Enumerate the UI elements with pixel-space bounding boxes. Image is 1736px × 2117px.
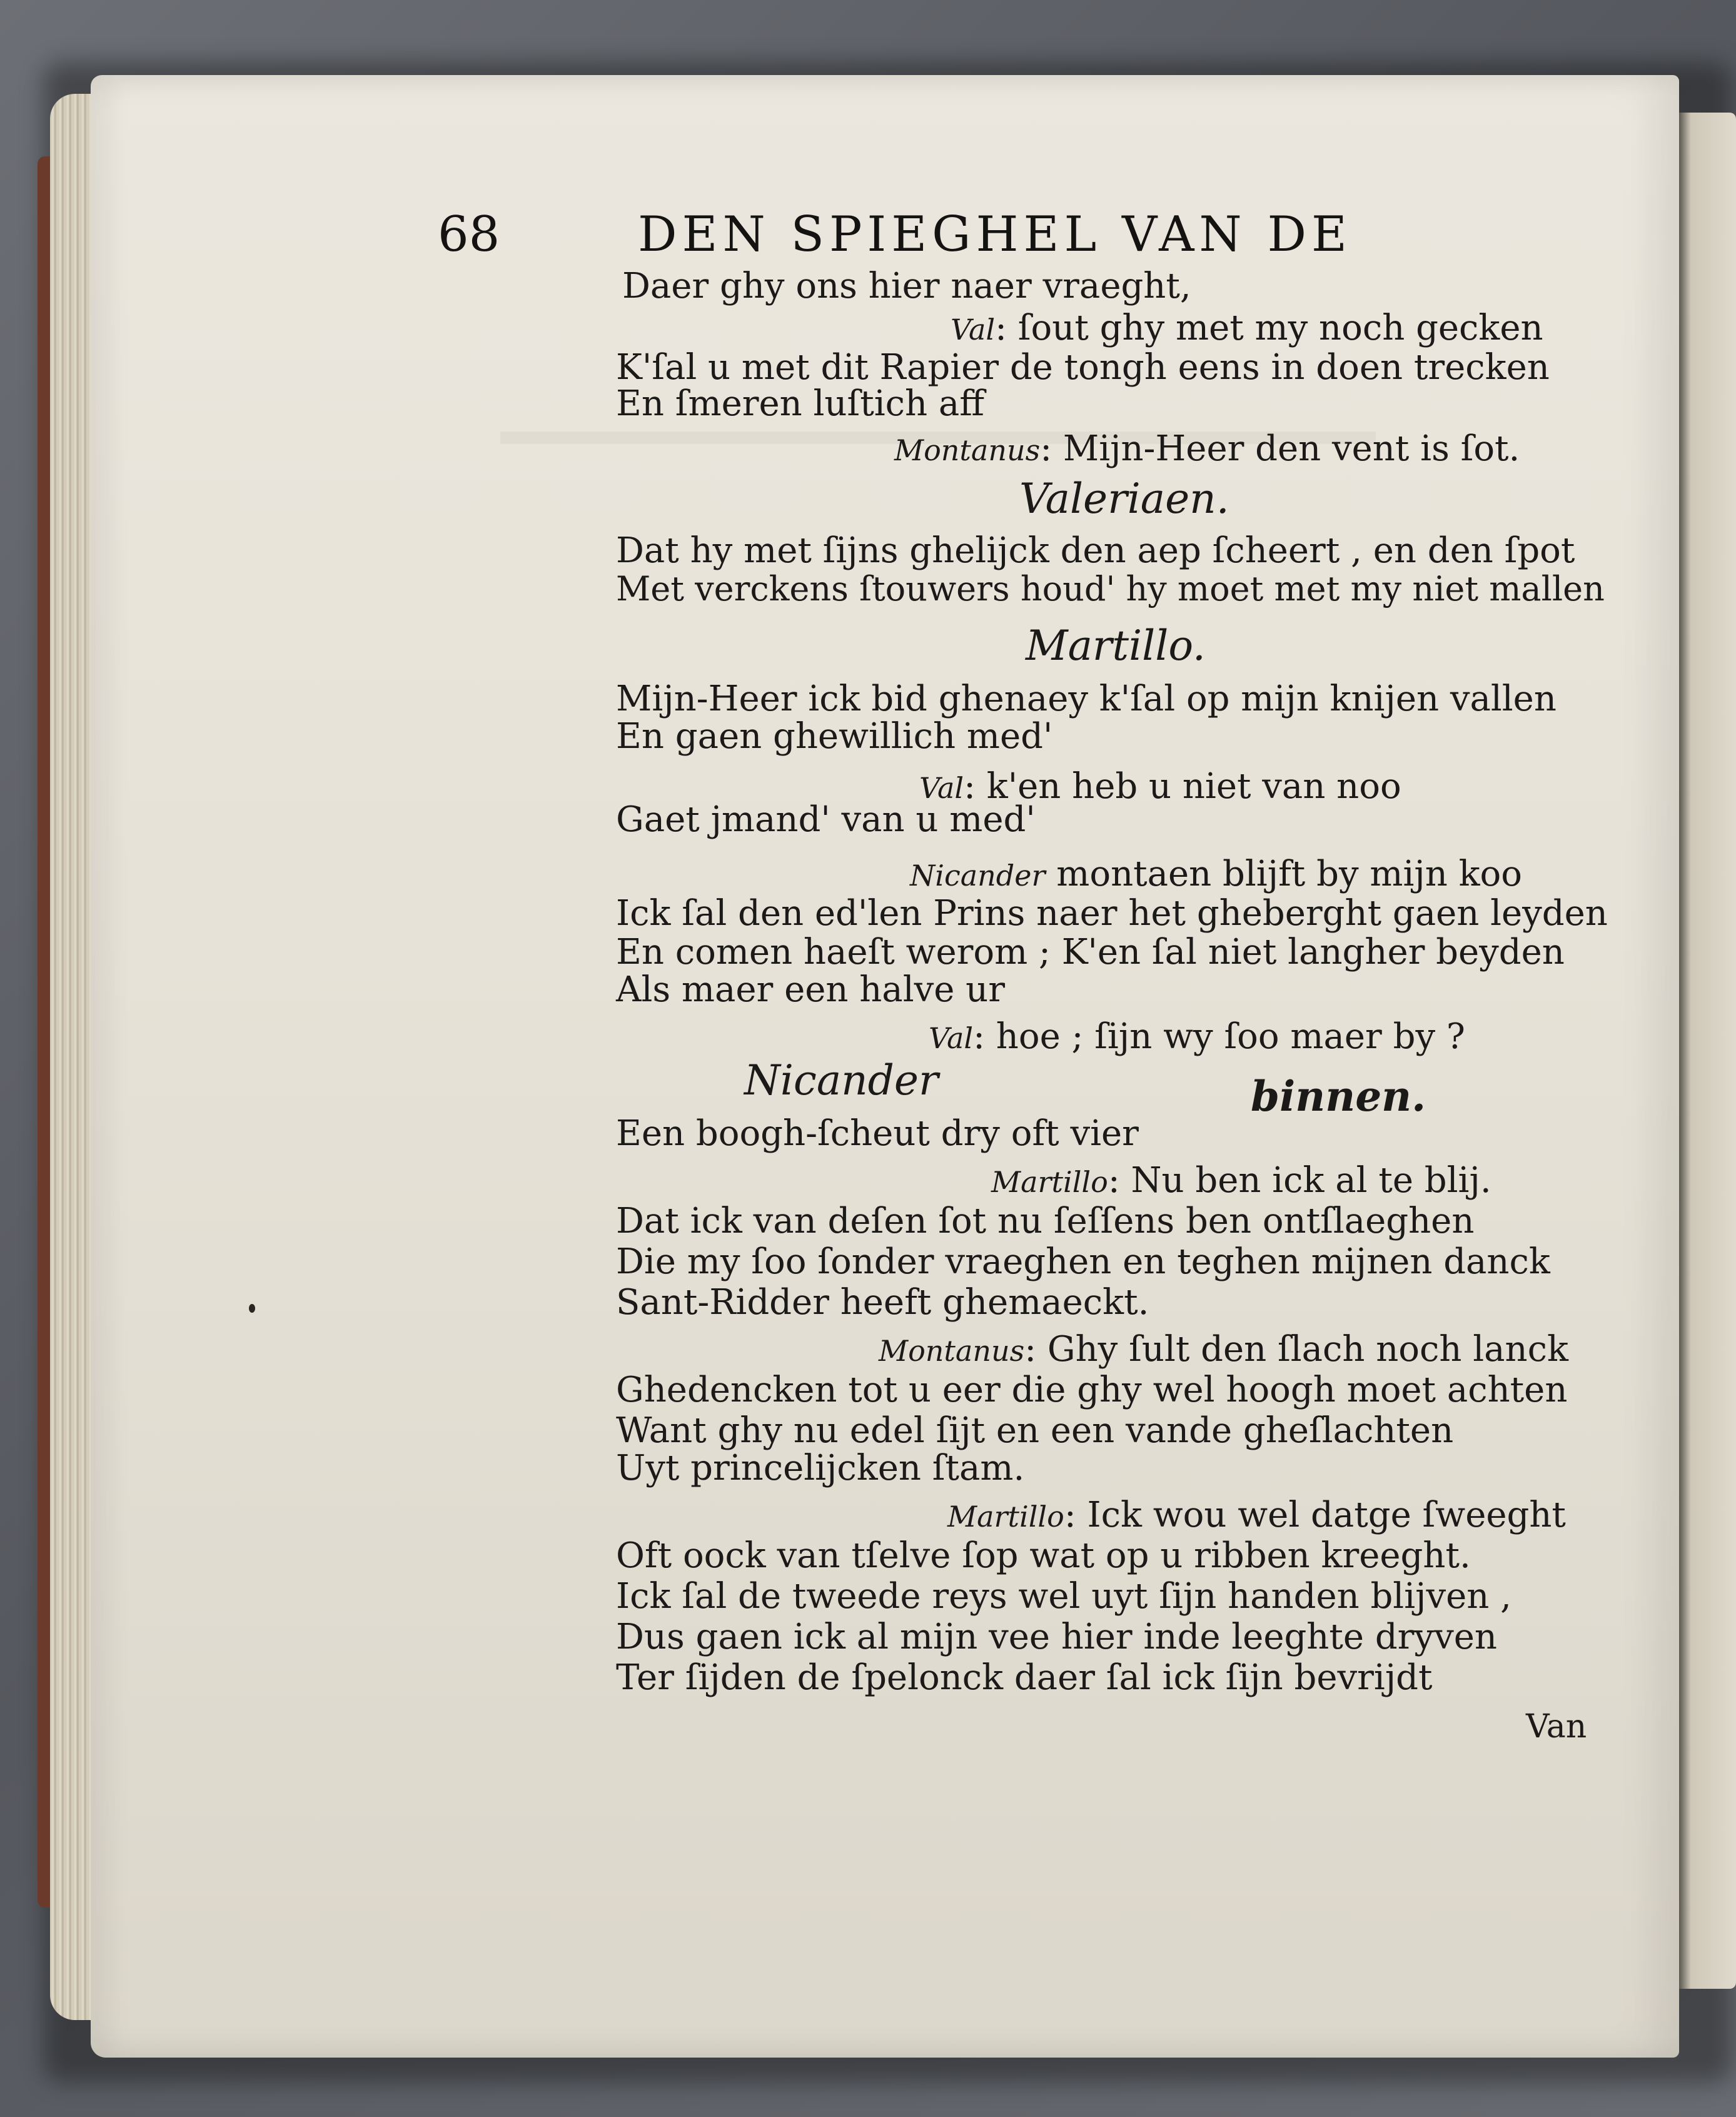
speaker-heading: Valeriaen. — [1019, 475, 1229, 523]
verse-line: K'ſal u met dit Rapier de tongh eens in doen trecken — [616, 347, 1550, 388]
verse-line — [910, 854, 1522, 894]
catchword: Van — [1526, 1708, 1587, 1746]
verse-text: : Ick wou wel datge ſweeght — [1064, 1495, 1566, 1535]
stage-direction: binnen. — [1251, 1072, 1426, 1121]
verse-line — [991, 1160, 1491, 1201]
verse-line — [951, 308, 1543, 348]
verse-line: Daer ghy ons hier naer vraeght, — [622, 266, 1191, 306]
verse-line: Ghedencken tot u eer die ghy wel hoogh moet achten — [616, 1370, 1568, 1410]
verse-line — [879, 1329, 1568, 1370]
verse-line — [947, 1495, 1566, 1535]
verse-line: Gaet jmand' van u med' — [616, 799, 1036, 840]
verse-line: Sant-Ridder heeft ghemaeckt. — [616, 1282, 1149, 1323]
running-head: DEN SPIEGHEL VAN DE — [638, 206, 1352, 263]
speaker-name: Val — [929, 1021, 974, 1055]
verse-line: Want ghy nu edel ſijt en een vande gheſlachten — [616, 1410, 1454, 1451]
speaker-name: Martillo — [991, 1165, 1108, 1199]
speaker-name: Nicander — [910, 859, 1046, 892]
verse-line: En ſmeren luſtich aff — [616, 383, 985, 424]
ink-mark — [249, 1304, 255, 1313]
verse-line: Dat ick van deſen ſot nu ſeſſens ben ontſlaeghen — [616, 1201, 1475, 1241]
verse-line: Een boogh-ſcheut dry oft vier — [616, 1113, 1139, 1154]
verse-text: : Nu ben ick al te blij. — [1108, 1160, 1491, 1201]
verse-line — [894, 428, 1520, 469]
facing-page-edge — [1676, 113, 1736, 1989]
verse-line: En comen haeſt werom ; K'en ſal niet langher beyden — [616, 932, 1565, 973]
speaker-heading: Nicander — [744, 1056, 939, 1104]
verse-line — [929, 1016, 1465, 1057]
verse-text: montaen blijft by mijn koo — [1056, 854, 1522, 894]
verse-line: Die my ſoo ſonder vraeghen en teghen mijnen danck — [616, 1241, 1550, 1282]
verse-text: : k'en heb u niet van noo — [964, 766, 1401, 807]
verse-line: Ter ſijden de ſpelonck daer ſal ick ſijn bevrijdt — [616, 1657, 1433, 1698]
speaker-name: Montanus — [879, 1334, 1025, 1368]
verse-line: Dat hy met ſijns ghelijck den aep ſcheert , en den ſpot — [616, 530, 1575, 571]
verse-text: : ſout ghy met my noch gecken — [995, 308, 1543, 348]
speaker-heading: Martillo. — [1026, 622, 1206, 670]
verse-line: Mijn-Heer ick bid ghenaey k'ſal op mijn knijen vallen — [616, 679, 1557, 719]
verse-line: Ick ſal den ed'len Prins naer het gheberght gaen leyden — [616, 893, 1608, 934]
speaker-name: Martillo — [947, 1500, 1064, 1533]
speaker-name: Val — [919, 771, 964, 805]
verse-line: Ick ſal de tweede reys wel uyt ſijn handen blijven , — [616, 1576, 1511, 1617]
verse-text: : Mijn-Heer den vent is ſot. — [1040, 428, 1520, 469]
verse-text: : hoe ; ſijn wy ſoo maer by ? — [973, 1016, 1465, 1057]
verse-line: Als maer een halve ur — [616, 969, 1006, 1010]
verse-line: Met verckens ſtouwers houd' hy moet met my niet mallen — [616, 569, 1605, 609]
speaker-name: Val — [951, 313, 996, 346]
page-number: 68 — [438, 206, 500, 263]
verse-line: En gaen ghewillich med' — [616, 716, 1053, 757]
speaker-name: Montanus — [894, 433, 1041, 467]
verse-line: Dus gaen ick al mijn vee hier inde leeghte dryven — [616, 1617, 1497, 1657]
verse-text: : Ghy ſult den ſlach noch lanck — [1024, 1329, 1568, 1370]
verse-line: Oft oock van tſelve ſop wat op u ribben kreeght. — [616, 1535, 1471, 1576]
verse-line: Uyt princelijcken ſtam. — [616, 1448, 1025, 1488]
